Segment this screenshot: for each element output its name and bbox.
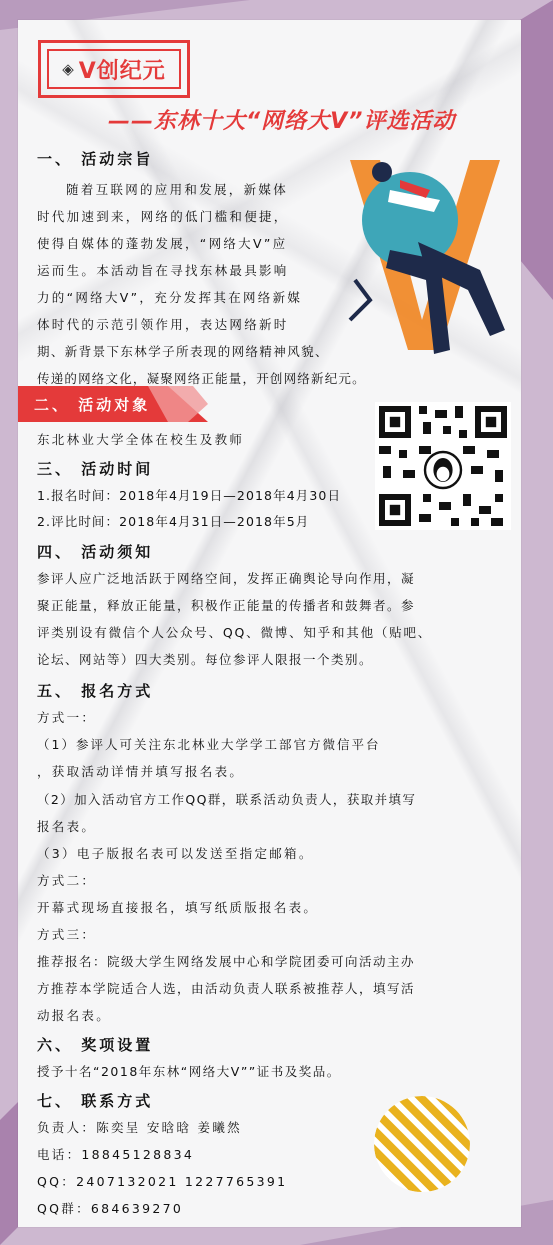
- signup-line-10: 推荐报名：院级大学生网络发展中心和学院团委可向活动主办: [37, 954, 416, 969]
- purpose-line-5: 力的“网络大V”，充分发挥其在网络新媒: [37, 290, 303, 305]
- section-heading-notice: 四、 活动须知: [37, 543, 154, 561]
- qr-code: [375, 402, 511, 530]
- notice-line-2: 聚正能量，释放正能量，积极作正能量的传播者和鼓舞者。参: [37, 598, 416, 613]
- purpose-line-4: 运而生。本活动旨在寻找东林最具影响: [37, 263, 289, 278]
- logo: [38, 40, 190, 98]
- signup-line-4: （2）加入活动官方工作QQ群，联系活动负责人，获取并填写: [37, 792, 417, 807]
- purpose-line-2: 时代加速到来，网络的低门槛和便捷，: [37, 209, 289, 224]
- notice-line-3: 评类别设有微信个人公众号、QQ、微博、知乎和其他（贴吧、: [37, 625, 433, 640]
- signup-line-9: 方式三：: [37, 927, 97, 942]
- signup-line-6: （3）电子版报名表可以发送至指定邮箱。: [37, 846, 314, 861]
- purpose-line-3: 使得自媒体的蓬勃发展，“网络大V”应: [37, 236, 288, 251]
- purpose-line-7: 期、新背景下东林学子所表现的网络精神风貌、: [37, 344, 329, 359]
- logo-text: V创纪元: [78, 58, 166, 84]
- notice-line-4: 论坛、网站等）四大类别。每位参评人限报一个类别。: [37, 652, 374, 667]
- contact-qq-group: QQ群：684639270: [37, 1201, 184, 1216]
- contact-person: 负责人：陈奕呈 安晗晗 姜曦然: [37, 1120, 242, 1135]
- section-heading-signup: 五、 报名方式: [37, 682, 154, 700]
- signup-line-7: 方式二：: [37, 873, 97, 888]
- signup-line-1: 方式一：: [37, 710, 97, 725]
- contact-phone: 电话：18845128834: [37, 1147, 195, 1162]
- section-heading-time: 三、 活动时间: [37, 460, 154, 478]
- signup-line-12: 动报名表。: [37, 1008, 112, 1023]
- event-subtitle: ——东林十大“网络大V”评选活动: [108, 109, 456, 134]
- signup-line-2: （1）参评人可关注东北林业大学学工部官方微信平台: [37, 737, 381, 752]
- purpose-line-6: 体时代的示范引领作用，表达网络新时: [37, 317, 289, 332]
- section-heading-target: 二、 活动对象: [34, 396, 151, 414]
- awards-line: 授予十名“2018年东林“网络大V””证书及奖品。: [37, 1064, 341, 1079]
- contact-qq: QQ：2407132021 1227765391: [37, 1174, 288, 1189]
- signup-line-5: 报名表。: [37, 819, 97, 834]
- notice-line-1: 参评人应广泛地活跃于网络空间，发挥正确舆论导向作用，凝: [37, 571, 416, 586]
- v-businessman-illustration: [330, 150, 520, 360]
- cube-icon: ◈: [62, 60, 75, 78]
- section-heading-purpose: 一、 活动宗旨: [37, 150, 154, 168]
- signup-line-8: 开幕式现场直接报名，填写纸质版报名表。: [37, 900, 319, 915]
- purpose-line-8: 传递的网络文化，凝聚网络正能量，开创网络新纪元。: [37, 371, 366, 386]
- section-heading-contact: 七、 联系方式: [37, 1092, 154, 1110]
- section-heading-awards: 六、 奖项设置: [37, 1036, 154, 1054]
- time-line-2: 2.评比时间：2018年4月31日—2018年5月: [37, 514, 310, 529]
- target-line: 东北林业大学全体在校生及教师: [37, 432, 245, 447]
- signup-line-3: ，获取活动详情并填写报名表。: [37, 764, 245, 779]
- striped-circle-decoration: [372, 1094, 472, 1194]
- purpose-line-1: 随着互联网的应用和发展，新媒体: [66, 182, 289, 197]
- signup-line-11: 方推荐本学院适合人选，由活动负责人联系被推荐人，填写活: [37, 981, 416, 996]
- time-line-1: 1.报名时间：2018年4月19日—2018年4月30日: [37, 488, 342, 503]
